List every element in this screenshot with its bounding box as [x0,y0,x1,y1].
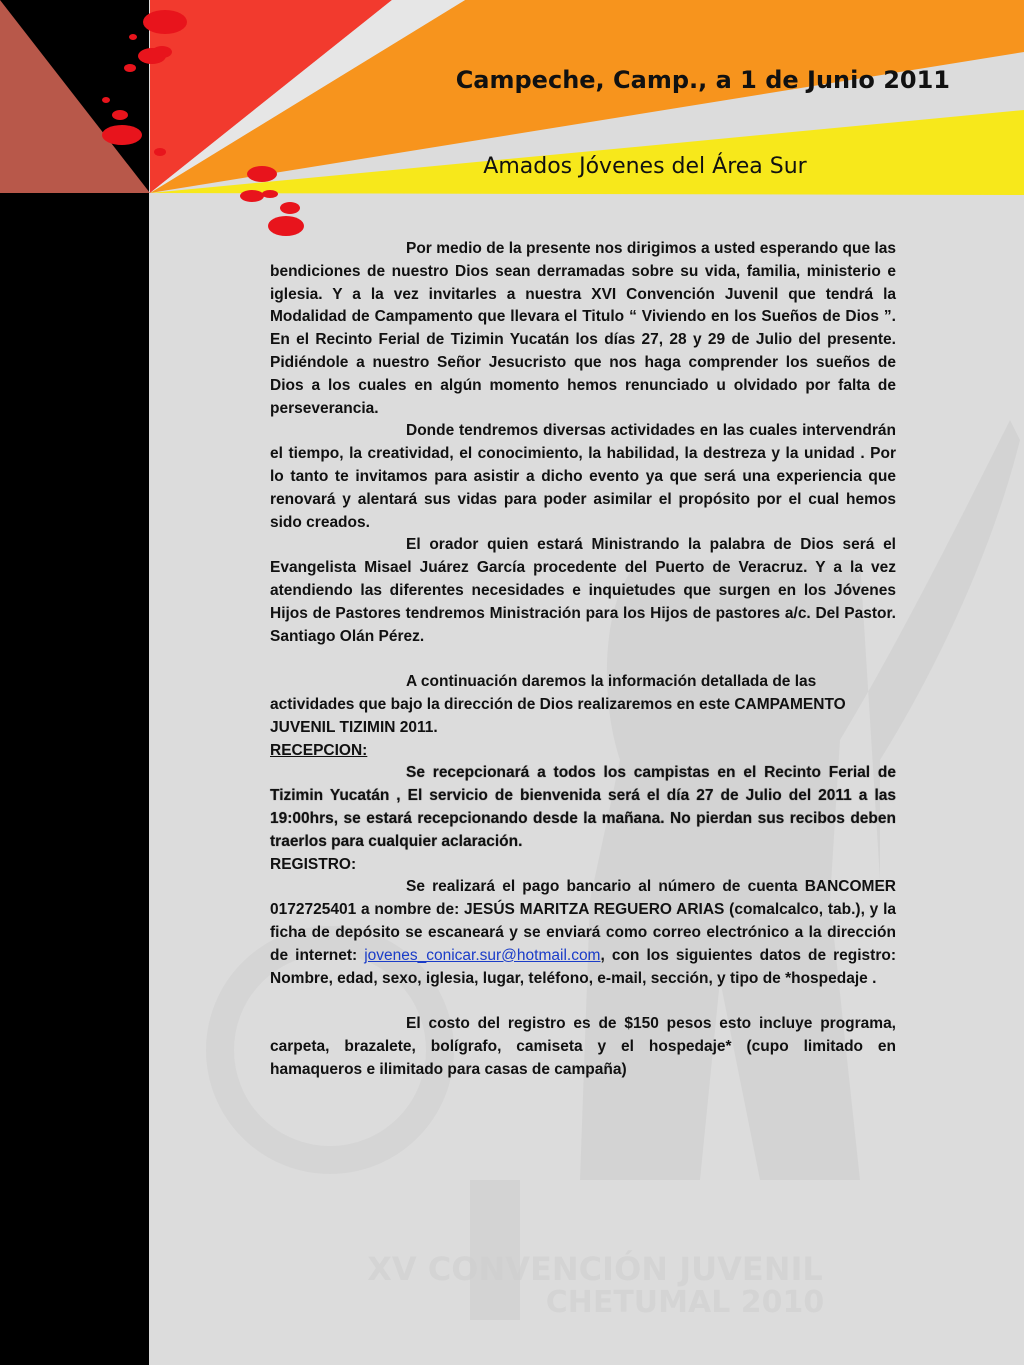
letter-body [270,238,896,1081]
greeting: Amados Jóvenes del Área Sur [483,154,807,179]
registro-text-a: Se realizará el pago bancario al número de cuenta BANCOMER 0172725401 a nombre de: JESÚS MARITZA REGUERO ARIAS (comalcalco, tab.), y la ficha de depósito se escaneará y se enviará como correo electrónico a la dirección de internet: [270,878,896,964]
paragraph-speaker: El orador quien estará Ministrando la palabra de Dios será el Evangelista Misael Juárez García procedente del Puerto de Veracruz. Y a la vez atendiendo las diferentes necesidades e inquietudes que surgen en los Jóvenes Hijos de Pastores tendremos Ministración para los Hijos de pastores a/c. Del Pastor. Santiago Olán Pérez. [270,536,896,645]
paragraph-activities: Donde tendremos diversas actividades en las cuales intervendrán el tiempo, la creatividad, el conocimiento, la habilidad, la destreza y la unidad . Por lo tanto te invitamos para asistir a dicho evento ya que será una experiencia que renovará y alentará sus vidas para poder asimilar el propósito por el cual hemos sido creados. [270,422,896,531]
recepcion-heading: RECEPCION: [270,741,368,759]
watermark-footer-line2: CHETUMAL 2010 [545,1285,825,1320]
registro-paragraph [270,876,896,990]
date-line: Campeche, Camp., a 1 de Junio 2011 [455,66,950,94]
registro-heading: REGISTRO: [270,855,357,873]
paragraph-intro: Por medio de la presente nos dirigimos a usted esperando que las bendiciones de nuestro Dios sean derramadas sobre su vida, familia, ministerio e iglesia. Y a la vez invitarles a nuestra XVI Convención Juvenil que tendrá la Modalidad de Campamento que llevara el Titulo “ Viviendo en los Sueños de Dios ”. En el Recinto Ferial de Tizimin Yucatán los días 27, 28 y 29 de Julio del presente. Pidiéndole a nuestro Señor Jesucristo que nos haga comprender los sueños de Dios a los cuales en algún momento hemos renunciado u olvidado por falta de perseverancia. [270,240,896,417]
registro-text-b: , con los siguientes datos de registro: Nombre, edad, sexo, iglesia, lugar, teléfono, e-mail, sección, y tipo de *hospedaje . [270,946,896,987]
paragraph-details: A continuación daremos la información detallada de las actividades que bajo la dirección de Dios realizaremos en este CAMPAMENTO JUVENIL TIZIMIN 2011. [270,673,846,736]
watermark-footer-line1: XV CONVENCIÓN JUVENIL [367,1250,823,1288]
registro-email-link[interactable]: jovenes_conicar.sur@hotmail.com [364,946,601,964]
ray-brown [0,0,150,193]
recepcion-text: Se recepcionará a todos los campistas en el Recinto Ferial de Tizimin Yucatán , El servicio de bienvenida será el día 27 de Julio del 2011 a las 19:00hrs, se estará recepcionando desde la mañana. No pierdan sus recibos deben traerlos para cualquier aclaración. [270,764,896,850]
paragraph-cost: El costo del registro es de $150 pesos esto incluye programa, carpeta, brazalete, bolígrafo, camiseta y el hospedaje* (cupo limitado en hamaqueros e ilimitado para casas de campaña) [270,1015,896,1078]
